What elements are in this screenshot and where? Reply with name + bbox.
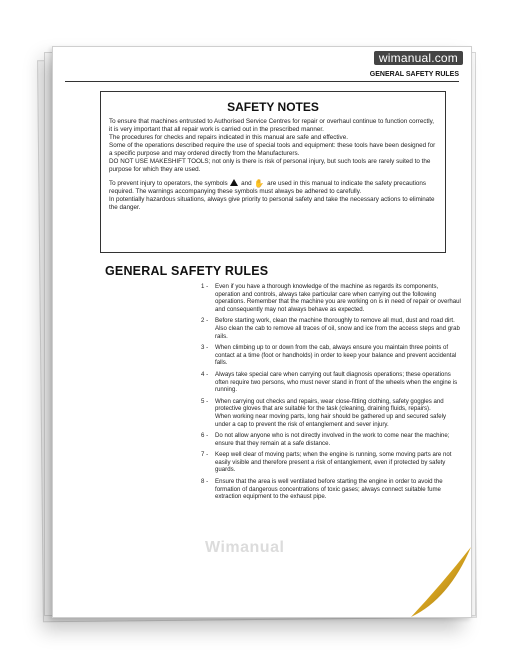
rule-text: Always take special care when carrying out fault diagnosis operations; these operations often require two persons, who must never stand in front of the wheels when the engine is running. (215, 370, 458, 394)
rule-number: 5 - (201, 397, 209, 405)
warning-triangle-icon (230, 179, 238, 186)
safety-notes-symbols-paragraph (109, 179, 437, 196)
safety-notes-paragraph: To ensure that machines entrusted to Authorised Service Centres for repair or overhaul continue to function correctly, it is very important that all repair work is carried out in the prescribed manner. (109, 118, 435, 133)
safety-notes-paragraph: The procedures for checks and repairs indicated in this manual are safe and effective. (109, 134, 348, 141)
safety-notes-paragraph: Some of the operations described require the use of special tools and equipment: these tools have been designed for a specific purpose and may ordered directly from the Manufacturers. (109, 142, 436, 157)
rule-number: 2 - (201, 317, 209, 325)
rule-item (201, 432, 461, 447)
header-divider (65, 81, 459, 82)
rule-item (201, 283, 461, 313)
rule-text: Before starting work, clean the machine thoroughly to remove all mud, dust and road dirt. Also clean the cab to remove all traces of oil, snow and ice from the access steps and grab rails. (215, 317, 460, 340)
watermark-bottom: Wimanual (205, 539, 285, 556)
hand-caution-icon: ✋ (254, 179, 265, 188)
rule-text: When climbing up to or down from the cab, always ensure you maintain three points of contact at a time (foot or handholds) in order to keep your balance and prevent accidental falls. (215, 344, 457, 367)
rule-text: Keep well clear of moving parts; when the engine is running, some moving parts are not easily visible and therefore present a risk of entanglement, even if protected by safety guards. (215, 451, 452, 474)
safety-notes-paragraph: In potentially hazardous situations, always give priority to personal safety and take the necessary actions to eliminate the danger. (109, 196, 435, 211)
symbols-text-before: To prevent injury to operators, the symbols (109, 180, 228, 187)
symbols-text-after: are used in this manual to indicate the safety precautions required. The warnings accompanying these symbols must always be adhered to carefully. (109, 180, 427, 195)
rule-text: Ensure that the area is well ventilated before starting the engine in order to avoid the formation of dangerous concentrations of toxic gases; always connect suitable fume extraction equipment to the exhaust pipe. (215, 478, 443, 501)
rule-item (201, 317, 461, 340)
rule-number: 8 - (201, 478, 209, 486)
rule-text: Even if you have a thorough knowledge of the machine as regards its components, operation and controls, always take particular care when carrying out the following operations. Remember that the machine you are working on is in need of repair or overhaul and consequently may not always behave as expected. (215, 283, 461, 313)
rule-item (201, 451, 461, 474)
page-curl-icon (411, 547, 471, 617)
rule-item (201, 371, 461, 394)
rule-number: 1 - (201, 283, 209, 290)
safety-notes-box (100, 91, 446, 253)
general-safety-rules-heading: GENERAL SAFETY RULES (105, 264, 269, 278)
rule-number: 6 - (201, 432, 209, 440)
rule-item (201, 344, 461, 367)
watermark-top: wimanual.com (374, 51, 463, 65)
rule-text: Do not allow anyone who is not directly involved in the work to come near the machine; ensure that they remain at a safe distance. (215, 432, 450, 447)
rule-item (201, 398, 461, 428)
general-safety-rules-list (201, 283, 461, 505)
safety-notes-paragraph: DO NOT USE MAKESHIFT TOOLS; not only is there is risk of personal injury, but such tools are rarely suited to the purpose for which they are used. (109, 158, 431, 173)
header-title: GENERAL SAFETY RULES (369, 71, 459, 78)
rule-number: 4 - (201, 370, 209, 378)
rule-item (201, 478, 461, 501)
rule-number: 3 - (201, 344, 209, 352)
manual-page (52, 46, 472, 618)
safety-notes-title: SAFETY NOTES (227, 100, 319, 114)
symbols-text-and: and (241, 180, 252, 187)
rule-text: When carrying out checks and repairs, wear close-fitting clothing, safety goggles and protective gloves that are suitable for the task (cleaning, draining fluids, repairs). When working near moving parts, long hair should be gathered up and secured safely under a cap to prevent the risk of entanglement and sever injury. (215, 397, 447, 428)
rule-number: 7 - (201, 451, 209, 459)
